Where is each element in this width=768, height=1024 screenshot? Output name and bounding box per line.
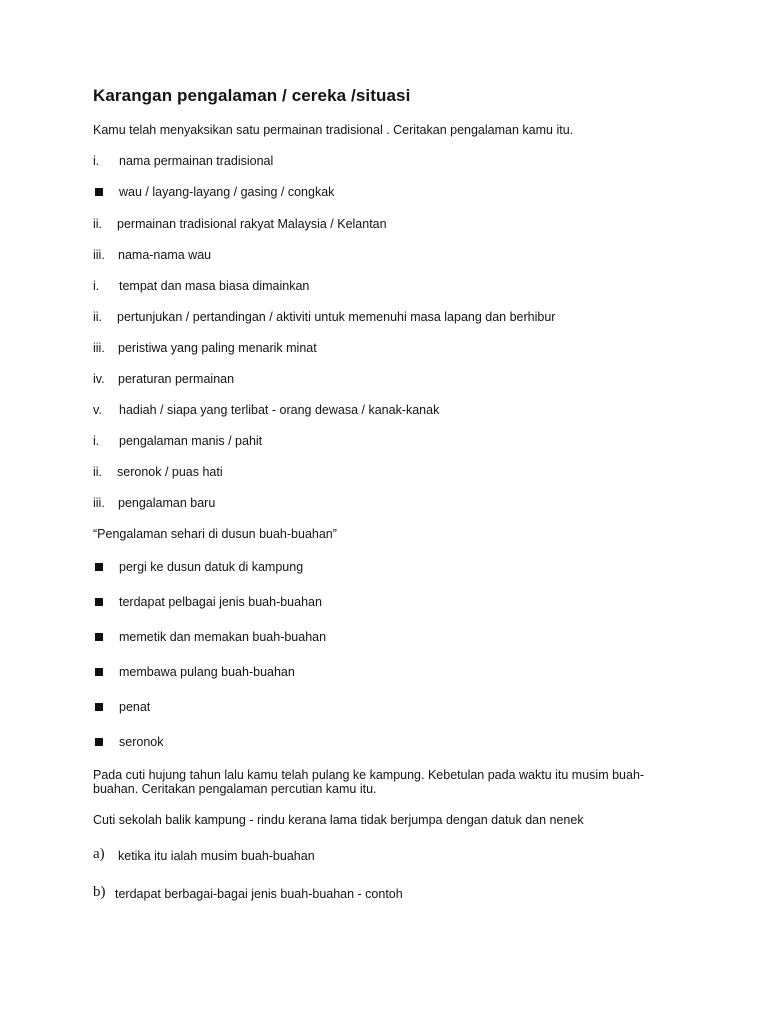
paragraph-line: buahan. Ceritakan pengalaman percutian kamu itu. <box>93 782 377 796</box>
list-item-text: penat <box>119 700 151 714</box>
list-marker: ii. <box>93 217 103 231</box>
list-marker: iv. <box>93 372 105 386</box>
list-marker: i. <box>93 279 100 293</box>
square-bullet-icon <box>95 633 103 641</box>
list-item-text: nama permainan tradisional <box>119 154 274 168</box>
list-item-text: terdapat berbagai-bagai jenis buah-buahan - contoh <box>115 887 403 901</box>
quote-title: “Pengalaman sehari di dusun buah-buahan” <box>93 527 337 541</box>
list-item-text: ketika itu ialah musim buah-buahan <box>118 849 315 863</box>
intro-text: Kamu telah menyaksikan satu permainan tradisional . Ceritakan pengalaman kamu itu. <box>93 123 574 137</box>
list-item-text: nama-nama wau <box>118 248 212 262</box>
list-marker: v. <box>93 403 102 417</box>
square-bullet-icon <box>95 598 103 606</box>
list-item-text: pengalaman manis / pahit <box>119 434 263 448</box>
list-item-text: peristiwa yang paling menarik minat <box>118 341 317 355</box>
square-bullet-icon <box>95 563 103 571</box>
list-marker: iii. <box>93 496 105 510</box>
list-item-text: membawa pulang buah-buahan <box>119 665 295 679</box>
list-marker: i. <box>93 434 100 448</box>
list-item-text: seronok <box>119 735 164 749</box>
list-item-text: seronok / puas hati <box>117 465 223 479</box>
list-marker: iii. <box>93 248 105 262</box>
list-item-text: tempat dan masa biasa dimainkan <box>119 279 310 293</box>
list-item-text: pertunjukan / pertandingan / aktiviti untuk memenuhi masa lapang dan berhibur <box>117 310 556 324</box>
list-item-text: hadiah / siapa yang terlibat - orang dewasa / kanak-kanak <box>119 403 440 417</box>
square-bullet-icon <box>95 738 103 746</box>
list-marker: a) <box>93 846 105 862</box>
list-item-text: memetik dan memakan buah-buahan <box>119 630 327 644</box>
list-item-text: pengalaman baru <box>118 496 216 510</box>
square-bullet-icon <box>95 703 103 711</box>
list-item-text: terdapat pelbagai jenis buah-buahan <box>119 595 322 609</box>
page-title: Karangan pengalaman / cereka /situasi <box>93 86 411 105</box>
list-item-text: pergi ke dusun datuk di kampung <box>119 560 304 574</box>
list-item-text: peraturan permainan <box>118 372 235 386</box>
paragraph-line: Pada cuti hujung tahun lalu kamu telah pulang ke kampung. Kebetulan pada waktu itu musim buah- <box>93 768 645 782</box>
square-bullet-icon <box>95 188 103 196</box>
list-item-text: permainan tradisional rakyat Malaysia / Kelantan <box>117 217 387 231</box>
holiday-line: Cuti sekolah balik kampung - rindu kerana lama tidak berjumpa dengan datuk dan nenek <box>93 813 584 827</box>
square-bullet-icon <box>95 668 103 676</box>
list-marker: b) <box>93 884 106 900</box>
list-marker: ii. <box>93 310 103 324</box>
list-marker: ii. <box>93 465 103 479</box>
list-item-text: wau / layang-layang / gasing / congkak <box>119 185 335 199</box>
list-marker: i. <box>93 154 100 168</box>
list-marker: iii. <box>93 341 105 355</box>
